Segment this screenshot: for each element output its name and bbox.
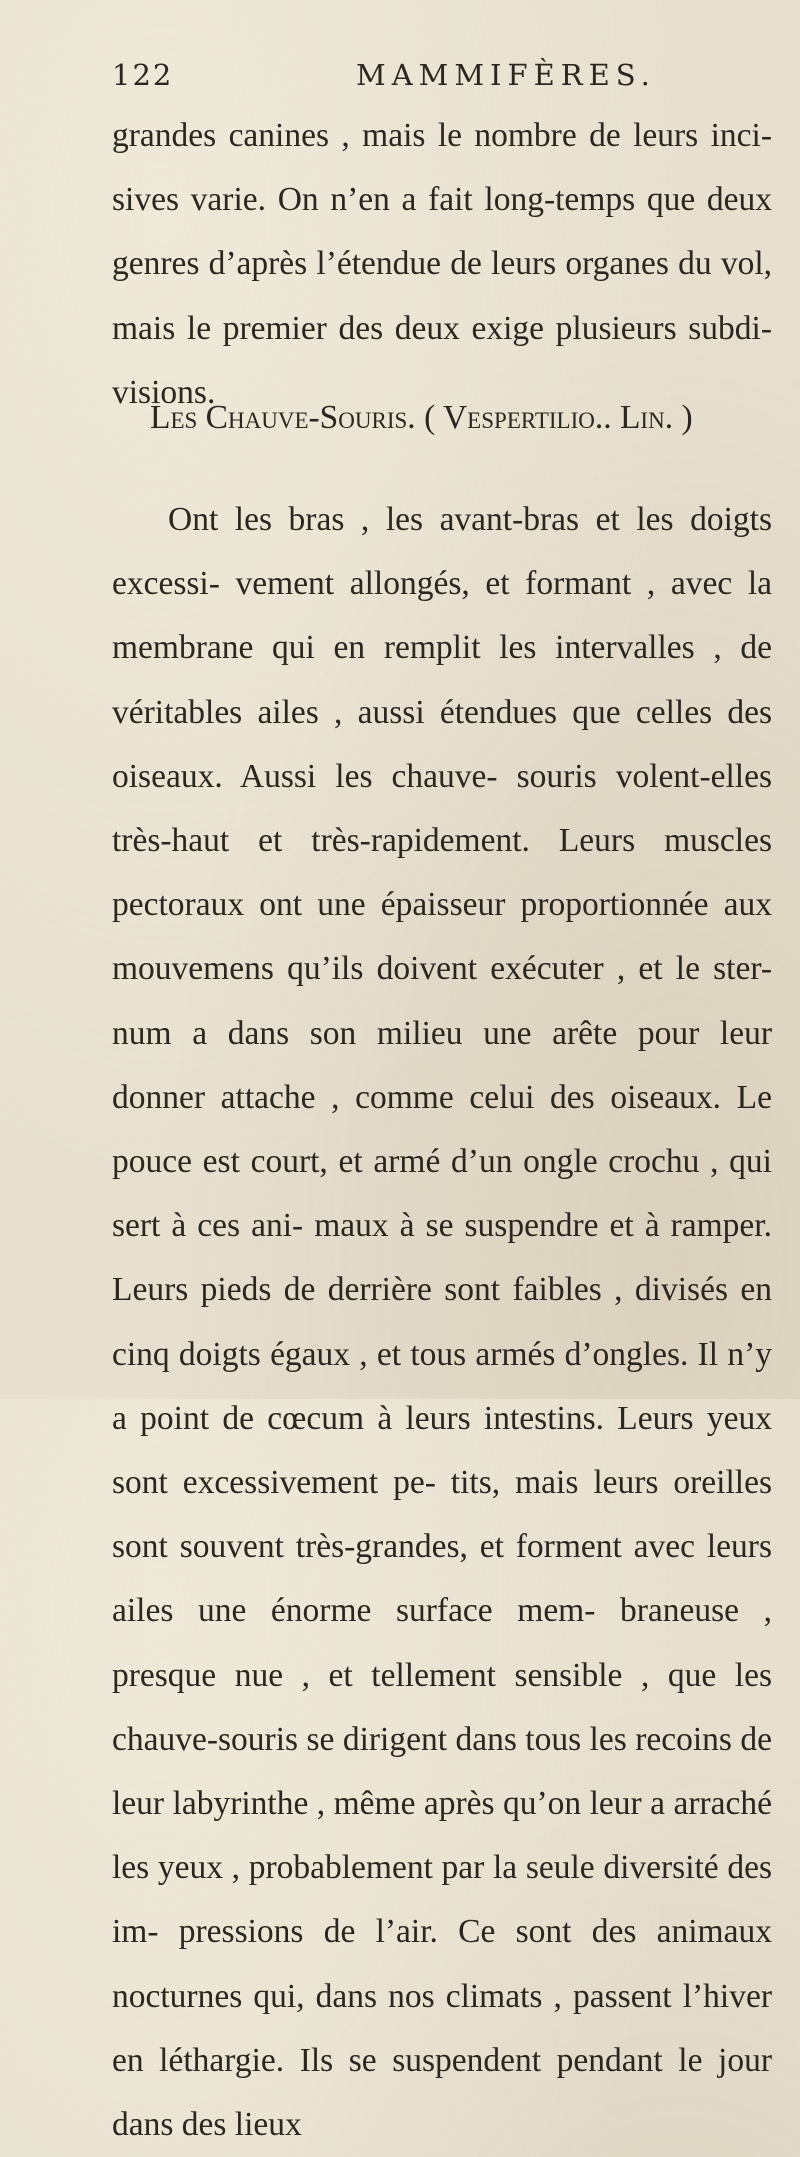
genus-title: Les Chauve-Souris. xyxy=(150,399,416,436)
section-title: MAMMIFÈRES. xyxy=(356,58,656,92)
running-head xyxy=(112,58,772,102)
intro-paragraph: grandes canines , mais le nombre de leurs inci- sives varie. On n’en a fait long-temps que deux genres d’après l’étendue de leurs organes du vol, mais le premier des deux exige plusieurs subdi- visions. xyxy=(112,117,772,411)
page-number: 122 xyxy=(112,58,174,92)
genus-latin-name: ( Vespertilio.. Lin. ) xyxy=(424,399,693,436)
genus-heading xyxy=(150,393,770,443)
description-paragraph: Ont les bras , les avant-bras et les doigts excessi- vement allongés, et formant , avec la membrane qui en remplit les intervalles , de véritables ailes , aussi étendues que celles des oiseaux. Aussi les chauve- souris volent-elles très-haut et très-rapidement. Leurs muscles pectoraux ont une épaisseur proportionnée aux mouvemens qu’ils doivent exécuter , et le ster- num a dans son milieu une arête pour leur donner attache , comme celui des oiseaux. Le pouce est court, et armé d’un ongle crochu , qui sert à ces ani- maux à se suspendre et à ramper. Leurs pieds de derrière sont faibles , divisés en cinq doigts égaux , et tous armés d’ongles. Il n’y a point de cœcum à leurs intestins. Leurs yeux sont excessivement pe- tits, mais leurs oreilles sont souvent très-grandes, et forment avec leurs ailes une énorme surface mem- braneuse , presque nue , et tellement sensible , que les chauve-souris se dirigent dans tous les recoins de leur labyrinthe , même après qu’on leur a arraché les yeux , probablement par la seule diversité des im- pressions de l’air. Ce sont des animaux nocturnes qui, dans nos climats , passent l’hiver en léthargie. Ils se suspendent pendant le jour dans des lieux xyxy=(112,501,772,2144)
